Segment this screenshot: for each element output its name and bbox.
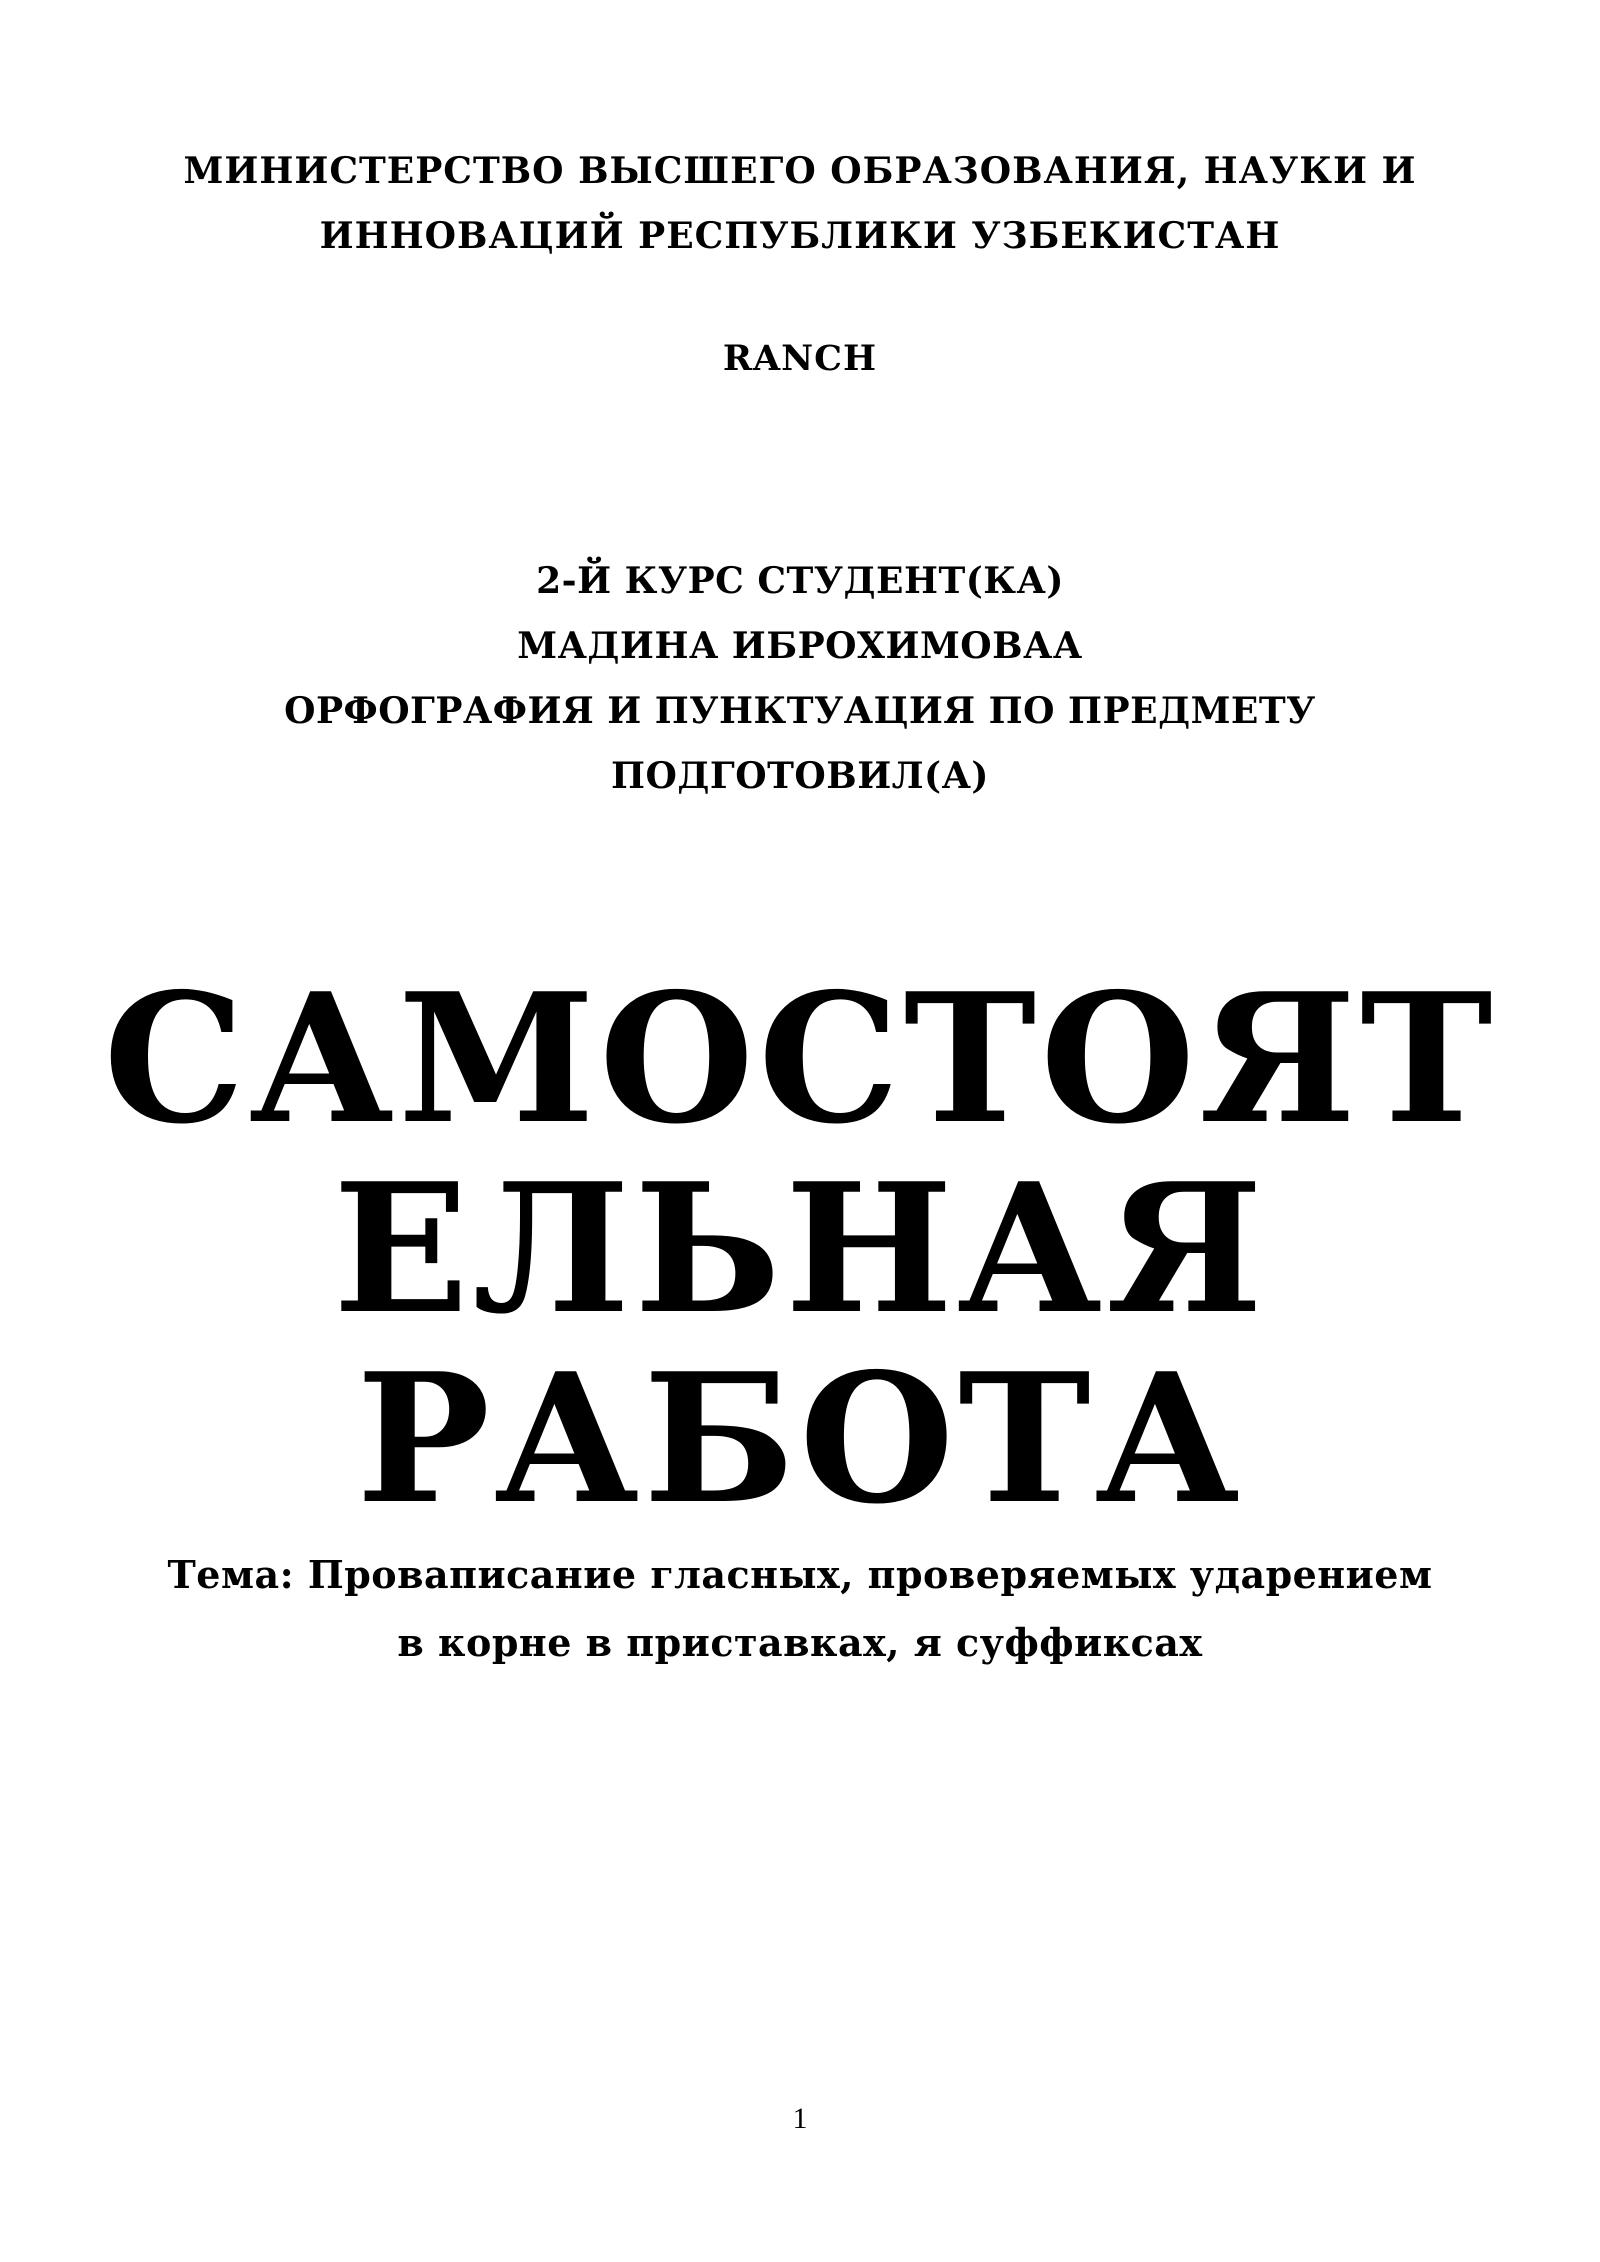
title-line-2: ЕЛЬНАЯ [332,1144,1268,1353]
title-line-1: САМОСТОЯТ [103,954,1497,1163]
ministry-line-2: ИННОВАЦИЙ РЕСПУБЛИКИ УЗБЕКИСТАН [319,215,1281,257]
ministry-line-1: МИНИСТЕРСТВО ВЫСШЕГО ОБРАЗОВАНИЯ, НАУКИ И [183,150,1417,192]
organization-name: RANCH [722,338,878,379]
title-line-3: РАБОТА [356,1334,1244,1543]
subject-line: ОРФОГРАФИЯ И ПУНКТУАЦИЯ ПО ПРЕДМЕТУ [284,690,1316,732]
student-name: МАДИНА ИБРОХИМОВАА [517,625,1083,667]
topic-line-2: в корне в приставках, я суффиксах [397,1620,1203,1665]
page-number: 1 [792,2102,808,2135]
topic-line-1: Тема: Провaписание гласных, проверяемых ударением [167,1552,1433,1597]
course-line: 2-Й КУРС СТУДЕНТ(КА) [536,560,1064,602]
prepared-by-line: ПОДГОТОВИЛ(А) [611,755,989,797]
